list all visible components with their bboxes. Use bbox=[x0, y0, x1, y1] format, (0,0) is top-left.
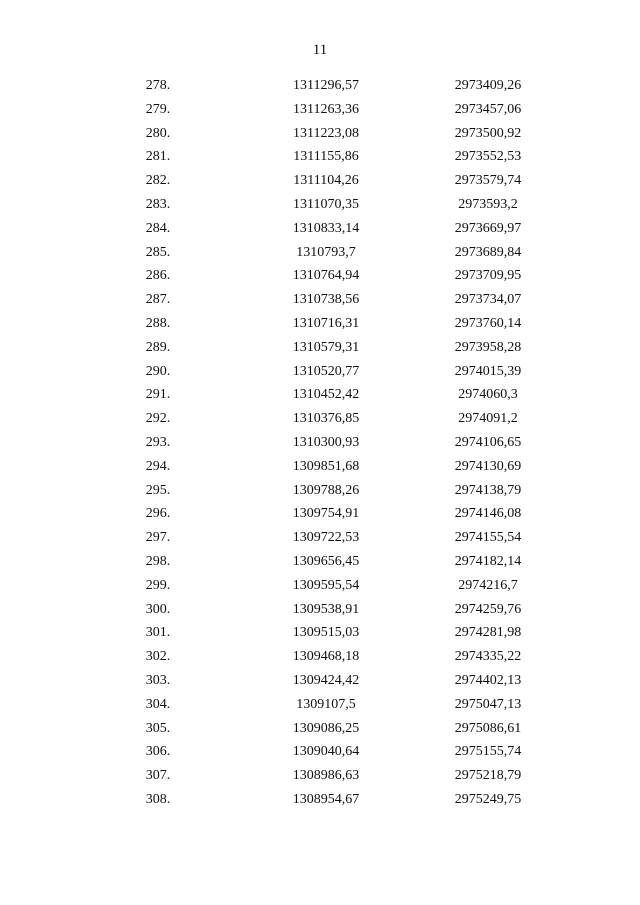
x-coordinate: 1310452,42 bbox=[292, 387, 360, 403]
x-coordinate: 1310520,77 bbox=[292, 363, 360, 379]
point-number: 298. bbox=[145, 553, 171, 569]
point-number: 281. bbox=[145, 149, 171, 165]
y-coordinate: 2974335,22 bbox=[454, 649, 522, 665]
point-number: 279. bbox=[145, 101, 171, 117]
y-coordinate: 2975047,13 bbox=[454, 696, 522, 712]
y-coordinate: 2975249,75 bbox=[454, 791, 522, 807]
x-coordinate: 1311263,36 bbox=[293, 101, 359, 117]
point-number: 287. bbox=[145, 292, 171, 308]
y-coordinate: 2973669,97 bbox=[454, 220, 522, 236]
y-coordinate: 2975086,61 bbox=[454, 720, 522, 736]
y-coordinate: 2974402,13 bbox=[454, 672, 522, 688]
x-coordinate: 1310764,94 bbox=[292, 268, 360, 284]
y-coordinate: 2974138,79 bbox=[454, 482, 522, 498]
table-row bbox=[0, 550, 640, 574]
point-number: 278. bbox=[145, 78, 171, 93]
y-coordinate: 2975218,79 bbox=[454, 768, 522, 784]
point-number: 307. bbox=[145, 768, 171, 784]
point-number: 291. bbox=[145, 387, 171, 403]
x-coordinate: 1309788,26 bbox=[292, 482, 360, 498]
table-row bbox=[0, 312, 640, 336]
x-coordinate: 1309040,64 bbox=[292, 744, 360, 760]
point-number: 285. bbox=[145, 244, 171, 260]
y-coordinate: 2973689,84 bbox=[454, 244, 522, 260]
x-coordinate: 1309722,53 bbox=[292, 530, 360, 546]
table-row bbox=[0, 383, 640, 407]
x-coordinate: 1310716,31 bbox=[292, 315, 360, 331]
table-row bbox=[0, 455, 640, 479]
x-coordinate: 1309086,25 bbox=[292, 720, 360, 736]
point-number: 289. bbox=[145, 339, 171, 355]
x-coordinate: 1309107,5 bbox=[296, 696, 356, 712]
x-coordinate: 1309538,91 bbox=[292, 601, 360, 617]
point-number: 296. bbox=[145, 506, 171, 522]
y-coordinate: 2974130,69 bbox=[454, 458, 522, 474]
table-row bbox=[0, 621, 640, 645]
x-coordinate: 1310300,93 bbox=[292, 434, 360, 450]
table-row bbox=[0, 145, 640, 169]
point-number: 303. bbox=[145, 672, 171, 688]
x-coordinate: 1309595,54 bbox=[292, 577, 360, 593]
y-coordinate: 2973500,92 bbox=[454, 125, 522, 141]
point-number: 284. bbox=[145, 220, 171, 236]
point-number: 292. bbox=[145, 411, 171, 427]
x-coordinate: 1311155,86 bbox=[293, 149, 359, 165]
x-coordinate: 1311104,26 bbox=[293, 173, 359, 189]
table-row bbox=[0, 740, 640, 764]
table-row bbox=[0, 574, 640, 598]
x-coordinate: 1311070,35 bbox=[293, 196, 359, 212]
y-coordinate: 2973760,14 bbox=[454, 315, 522, 331]
x-coordinate: 1311223,08 bbox=[293, 125, 359, 141]
y-coordinate: 2974155,54 bbox=[454, 530, 522, 546]
point-number: 304. bbox=[145, 696, 171, 712]
table-row bbox=[0, 74, 640, 98]
table-row bbox=[0, 764, 640, 788]
x-coordinate: 1309754,91 bbox=[292, 506, 360, 522]
table-row bbox=[0, 788, 640, 812]
x-coordinate: 1310579,31 bbox=[292, 339, 360, 355]
x-coordinate: 1310738,56 bbox=[292, 292, 360, 308]
point-number: 297. bbox=[145, 530, 171, 546]
table-row bbox=[0, 669, 640, 693]
table-row bbox=[0, 98, 640, 122]
table-row bbox=[0, 122, 640, 146]
table-row bbox=[0, 693, 640, 717]
y-coordinate: 2974091,2 bbox=[458, 411, 518, 427]
y-coordinate: 2973552,53 bbox=[454, 149, 522, 165]
point-number: 305. bbox=[145, 720, 171, 736]
point-number: 288. bbox=[145, 315, 171, 331]
point-number: 286. bbox=[145, 268, 171, 284]
table-row bbox=[0, 502, 640, 526]
y-coordinate: 2974281,98 bbox=[454, 625, 522, 641]
y-coordinate: 2974146,08 bbox=[454, 506, 522, 522]
table-row bbox=[0, 645, 640, 669]
point-number: 282. bbox=[145, 173, 171, 189]
point-number: 301. bbox=[145, 625, 171, 641]
point-number: 308. bbox=[145, 791, 171, 807]
x-coordinate: 1311296,57 bbox=[293, 78, 359, 93]
table-row bbox=[0, 288, 640, 312]
x-coordinate: 1310793,7 bbox=[296, 244, 356, 260]
point-number: 299. bbox=[145, 577, 171, 593]
x-coordinate: 1309656,45 bbox=[292, 553, 360, 569]
x-coordinate: 1309851,68 bbox=[292, 458, 360, 474]
point-number: 280. bbox=[145, 125, 171, 141]
y-coordinate: 2974015,39 bbox=[454, 363, 522, 379]
table-row bbox=[0, 717, 640, 741]
y-coordinate: 2975155,74 bbox=[454, 744, 522, 760]
point-number: 293. bbox=[145, 434, 171, 450]
point-number: 283. bbox=[145, 196, 171, 212]
table-row bbox=[0, 479, 640, 503]
y-coordinate: 2974259,76 bbox=[454, 601, 522, 617]
point-number: 306. bbox=[145, 744, 171, 760]
y-coordinate: 2973409,26 bbox=[454, 78, 522, 93]
table-row bbox=[0, 598, 640, 622]
x-coordinate: 1308986,63 bbox=[292, 768, 360, 784]
point-number: 302. bbox=[145, 649, 171, 665]
x-coordinate: 1309468,18 bbox=[292, 649, 360, 665]
point-number: 290. bbox=[145, 363, 171, 379]
table-row bbox=[0, 360, 640, 384]
table-row bbox=[0, 264, 640, 288]
y-coordinate: 2973734,07 bbox=[454, 292, 522, 308]
x-coordinate: 1309424,42 bbox=[292, 672, 360, 688]
page-number: 11 bbox=[312, 42, 328, 58]
y-coordinate: 2974106,65 bbox=[454, 434, 522, 450]
y-coordinate: 2974060,3 bbox=[458, 387, 518, 403]
y-coordinate: 2974182,14 bbox=[454, 553, 522, 569]
y-coordinate: 2974216,7 bbox=[458, 577, 518, 593]
point-number: 295. bbox=[145, 482, 171, 498]
y-coordinate: 2973457,06 bbox=[454, 101, 522, 117]
point-number: 300. bbox=[145, 601, 171, 617]
y-coordinate: 2973958,28 bbox=[454, 339, 522, 355]
x-coordinate: 1309515,03 bbox=[292, 625, 360, 641]
table-row bbox=[0, 431, 640, 455]
x-coordinate: 1310833,14 bbox=[292, 220, 360, 236]
point-number: 294. bbox=[145, 458, 171, 474]
table-row bbox=[0, 193, 640, 217]
table-row bbox=[0, 526, 640, 550]
y-coordinate: 2973709,95 bbox=[454, 268, 522, 284]
y-coordinate: 2973579,74 bbox=[454, 173, 522, 189]
y-coordinate: 2973593,2 bbox=[458, 196, 518, 212]
table-row bbox=[0, 169, 640, 193]
x-coordinate: 1308954,67 bbox=[292, 791, 360, 807]
table-row bbox=[0, 336, 640, 360]
coordinate-table bbox=[0, 74, 640, 812]
table-row bbox=[0, 407, 640, 431]
table-row bbox=[0, 217, 640, 241]
table-row bbox=[0, 241, 640, 265]
x-coordinate: 1310376,85 bbox=[292, 411, 360, 427]
